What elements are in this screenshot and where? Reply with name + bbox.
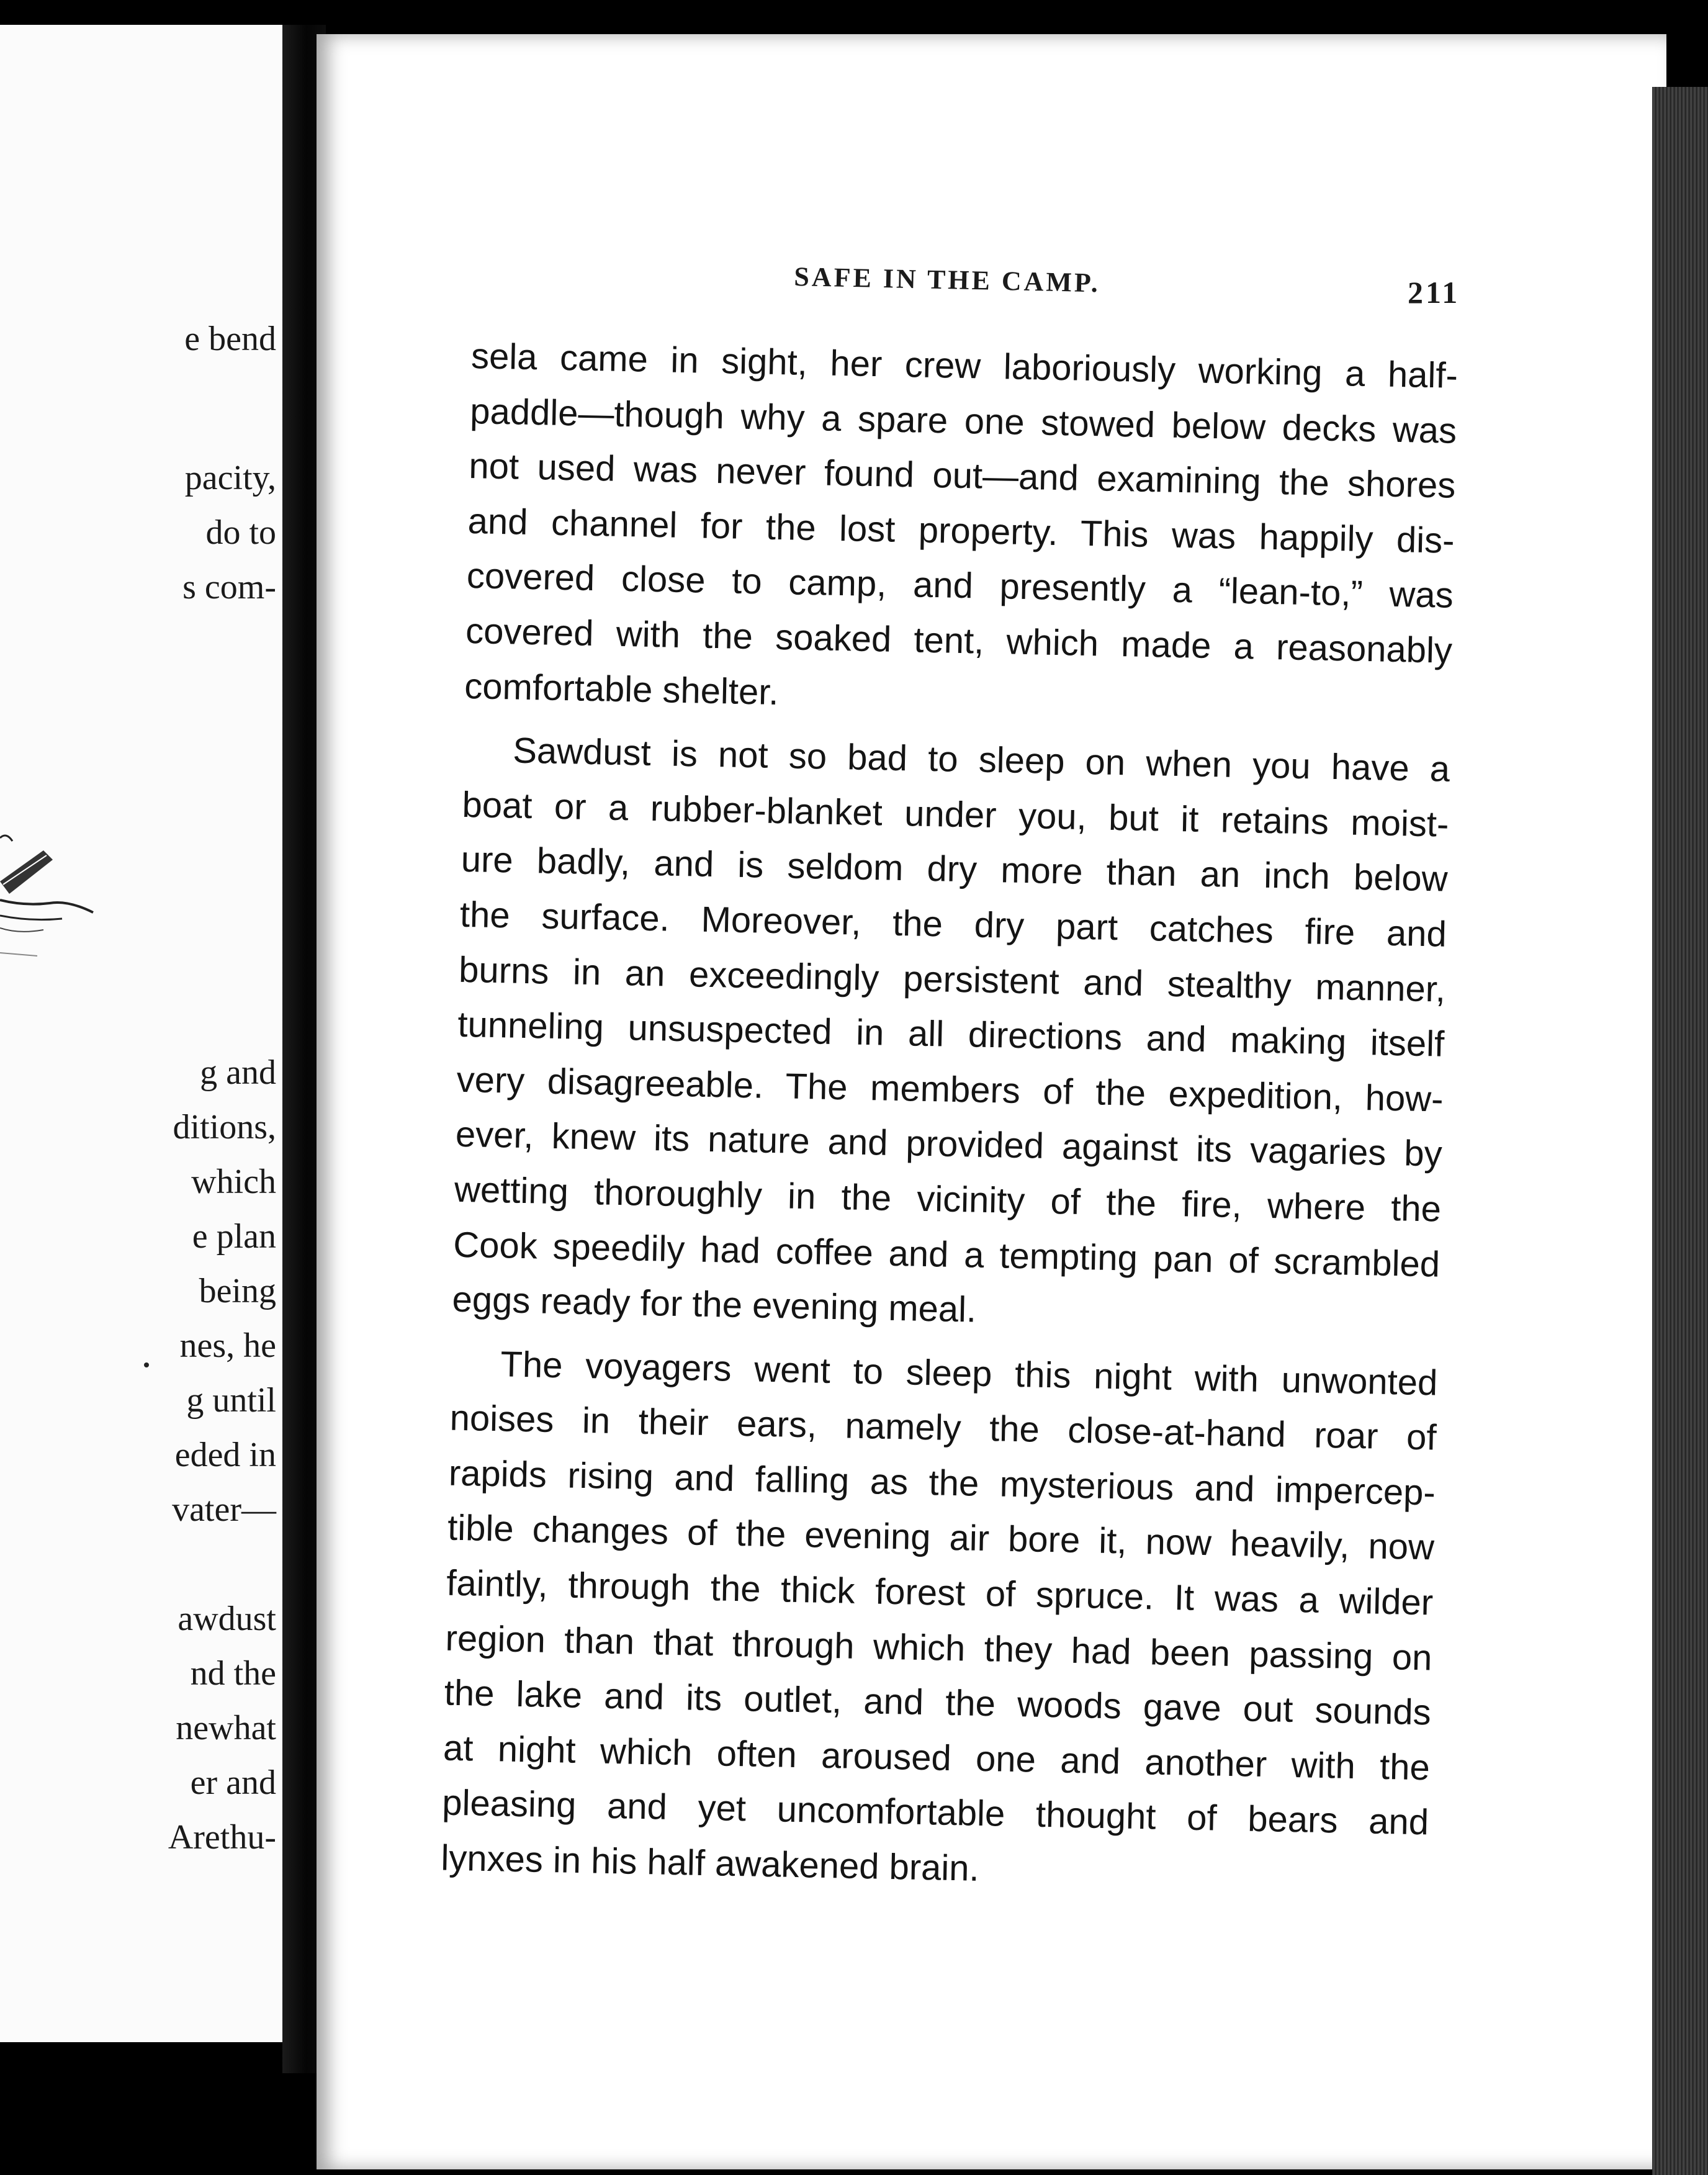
running-head: SAFE IN THE CAMP. — [793, 261, 1101, 299]
text-line: and channel for the lost property. This was happily dis- — [467, 500, 1455, 561]
page-edge — [1652, 87, 1708, 2175]
facing-page — [0, 25, 282, 2042]
facing-page-line: g until — [186, 1381, 276, 1420]
body-text — [441, 329, 1459, 1906]
canoe-sketch-icon — [0, 813, 99, 962]
page-number: 211 — [1408, 275, 1460, 310]
text-line: comfortable shelter. — [464, 665, 780, 713]
text-line: region than that through which they had been passing on — [445, 1618, 1433, 1678]
text-line: lynxes in his half awakened brain. — [440, 1837, 980, 1889]
text-line: burns in an exceedingly persistent and stealthy manner, — [458, 949, 1446, 1010]
text-line: eggs ready for the evening meal. — [451, 1279, 977, 1330]
facing-page-line: newhat — [176, 1709, 276, 1747]
text-line: covered with the soaked tent, which made a reasonably — [465, 610, 1453, 671]
facing-page-line: awdust — [178, 1600, 276, 1638]
facing-page-line: being — [199, 1272, 276, 1310]
facing-page-line: pacity, — [184, 459, 276, 497]
text-line: tunneling unsuspected in all directions and making itself — [457, 1004, 1445, 1065]
text-line: boat or a rubber-blanket under you, but it retains moist- — [461, 784, 1449, 845]
facing-page-line: eded in — [174, 1436, 276, 1474]
text-line: Sawdust is not so bad to sleep on when you have a — [512, 730, 1450, 790]
paragraph — [441, 1336, 1438, 1906]
text-line: not used was never found out—and examining the shores — [468, 446, 1456, 507]
text-line: rapids rising and falling as the mysterious and impercep- — [448, 1452, 1436, 1513]
text-line: the lake and its outlet, and the woods gave out sounds — [444, 1672, 1432, 1733]
text-line: very disagreeable. The members of the expedition, how- — [456, 1059, 1444, 1120]
text-line: the surface. Moreover, the dry part catches fire and — [459, 894, 1447, 955]
text-line: ure badly, and is seldom dry more than an inch below — [461, 839, 1449, 900]
text-line: wetting thoroughly in the vicinity of the fire, where the — [454, 1169, 1442, 1230]
text-line: ever, knew its nature and provided against its vagaries by — [455, 1114, 1443, 1174]
text-line: paddle—though why a spare one stowed below decks was — [469, 390, 1457, 451]
facing-page-line: er and — [190, 1763, 276, 1802]
facing-page-line: do to — [205, 513, 276, 552]
facing-page-line: e bend — [184, 320, 276, 358]
text-line: covered close to camp, and presently a “lean-to,” was — [466, 556, 1454, 616]
text-line: The voyagers went to sleep this night with unwonted — [500, 1343, 1438, 1403]
facing-page-line: vater— — [172, 1490, 276, 1529]
text-line: Cook speedily had coffee and a tempting pan of scrambled — [452, 1224, 1441, 1285]
facing-page-line: which — [191, 1163, 276, 1201]
facing-page-line: g and — [200, 1053, 276, 1092]
facing-page-line: Arethu- — [168, 1818, 276, 1857]
text-line: pleasing and yet uncomfortable thought of bears and — [441, 1782, 1429, 1843]
facing-page-line: e plan — [192, 1217, 276, 1256]
ink-speck — [144, 1362, 149, 1367]
paragraph — [464, 329, 1459, 734]
text-line: tible changes of the evening air bore it, now heavily, now — [447, 1508, 1435, 1568]
paragraph — [452, 723, 1450, 1347]
facing-page-line: nd the — [190, 1654, 276, 1693]
facing-page-line: nes, he — [179, 1326, 276, 1365]
text-line: sela came in sight, her crew laboriously working a half- — [470, 335, 1459, 396]
text-line: faintly, through the thick forest of spruce. It was a wilder — [446, 1562, 1434, 1623]
text-line: at night which often aroused one and another with the — [443, 1727, 1431, 1788]
text-line: noises in their ears, namely the close-at-hand roar of — [449, 1397, 1437, 1458]
facing-page-line: ditions, — [173, 1108, 276, 1146]
facing-page-line: s com- — [182, 568, 276, 606]
